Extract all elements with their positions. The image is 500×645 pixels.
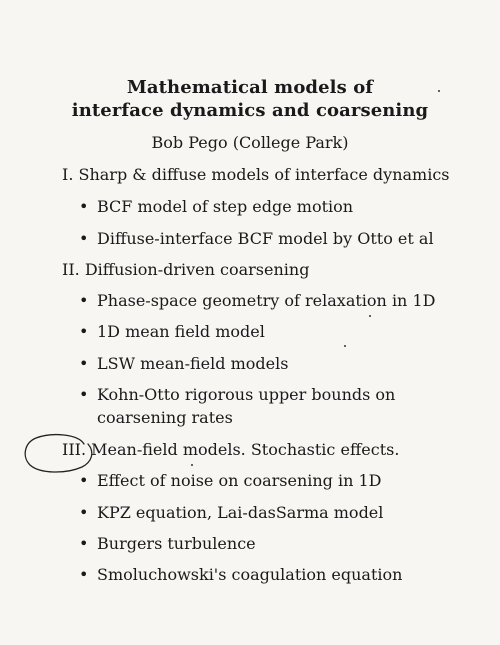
section-heading-1: I. Sharp & diffuse models of interface dynamics	[62, 165, 450, 184]
list-item	[79, 534, 256, 553]
bullet-icon: •	[79, 354, 89, 373]
list-item	[79, 565, 402, 584]
bullet-icon: •	[79, 322, 89, 341]
bullet-icon: •	[79, 503, 89, 522]
bullet-icon: •	[79, 229, 89, 248]
list-item	[79, 322, 265, 341]
scan-speck	[438, 90, 440, 92]
list-item	[79, 229, 434, 248]
list-item	[79, 385, 395, 404]
scan-speck	[191, 464, 193, 466]
list-item-text: Burgers turbulence	[97, 534, 256, 553]
list-item-continuation: coarsening rates	[97, 408, 233, 427]
section-heading-3: III. Mean-field models. Stochastic effects.	[62, 440, 400, 459]
list-item-text: Diffuse-interface BCF model by Otto et al	[97, 229, 434, 248]
list-item-text: 1D mean field model	[97, 322, 265, 341]
bullet-icon: •	[79, 197, 89, 216]
hand-drawn-circle-icon	[22, 430, 112, 480]
list-item-text: Phase-space geometry of relaxation in 1D	[97, 291, 436, 310]
bullet-icon: •	[79, 385, 89, 404]
list-item	[79, 197, 353, 216]
section-heading-2: II. Diffusion-driven coarsening	[62, 260, 310, 279]
bullet-icon: •	[79, 291, 89, 310]
list-item	[79, 354, 288, 373]
list-item-text: Effect of noise on coarsening in 1D	[97, 471, 382, 490]
scan-speck	[344, 345, 346, 347]
list-item-text: BCF model of step edge motion	[97, 197, 354, 216]
list-item	[79, 471, 382, 490]
list-item-text: Smoluchowski's coagulation equation	[97, 565, 403, 584]
list-item-text: KPZ equation, Lai-dasSarma model	[97, 503, 384, 522]
bullet-icon: •	[79, 565, 89, 584]
list-item	[79, 503, 383, 522]
list-item-text: LSW mean-field models	[97, 354, 289, 373]
list-item-text: Kohn-Otto rigorous upper bounds on	[97, 385, 396, 404]
list-item	[79, 291, 435, 310]
scan-speck	[369, 315, 371, 317]
title-line-2: interface dynamics and coarsening	[71, 100, 429, 121]
bullet-icon: •	[79, 471, 89, 490]
bullet-icon: •	[79, 534, 89, 553]
title-line-1: Mathematical models of	[126, 77, 374, 98]
author-line: Bob Pego (College Park)	[151, 133, 349, 152]
